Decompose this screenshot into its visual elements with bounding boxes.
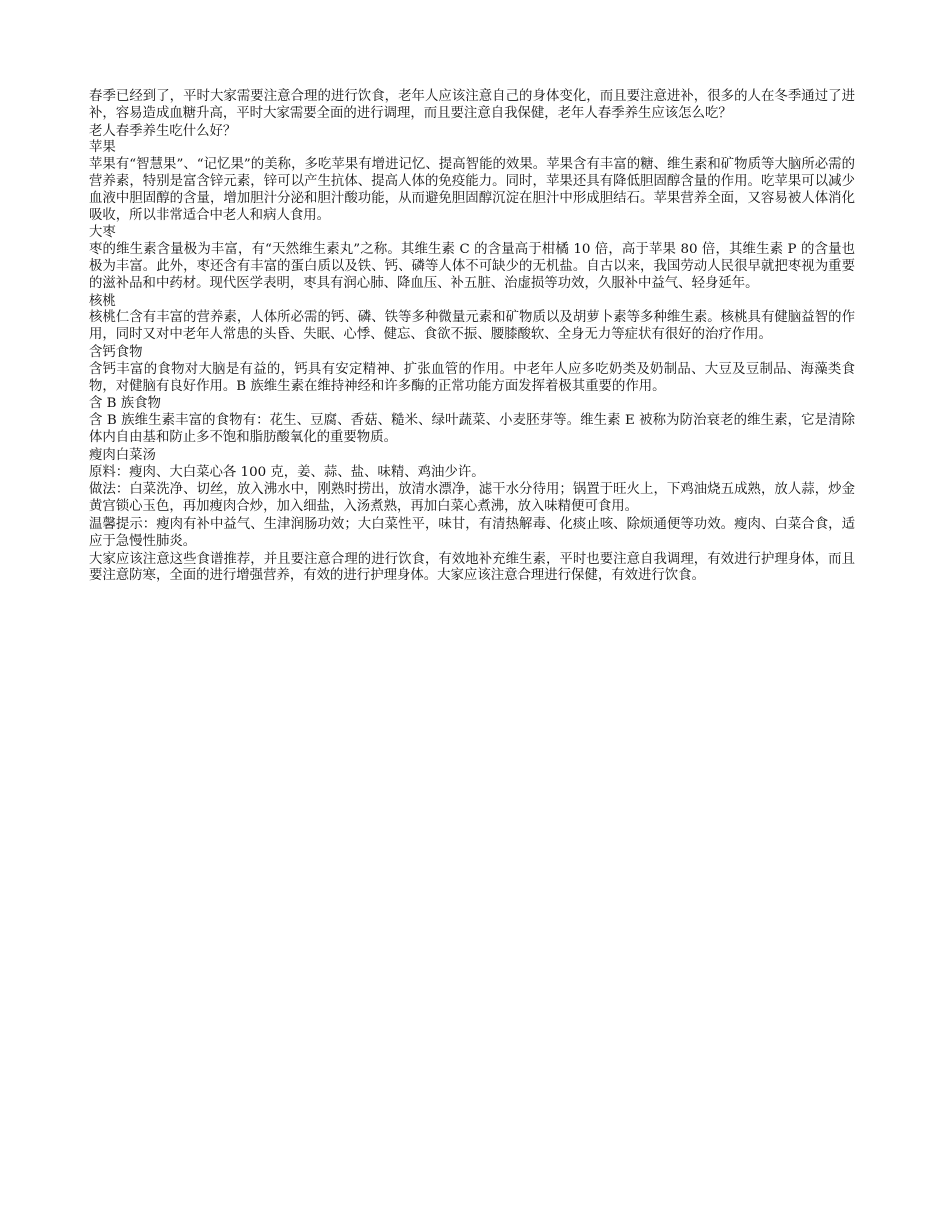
soup-tip: 温馨提示：瘦肉有补中益气、生津润肠功效；大白菜性平，味甘，有清热解毒、化痰止咳、除烦通便等功效。瘦肉、白菜合食，适应于急慢性肺炎。	[89, 516, 855, 549]
section-heading-walnut: 核桃	[89, 293, 116, 309]
document-page	[89, 89, 855, 586]
section-heading-calcium: 含钙食物	[89, 344, 143, 360]
section-heading-soup: 瘦肉白菜汤	[89, 447, 156, 463]
question-heading: 老人春季养生吃什么好？	[89, 123, 237, 139]
soup-method: 做法：白菜洗净、切丝，放入沸水中，刚熟时捞出，放清水漂净，滤干水分待用；锅置于旺火上，下鸡油烧五成熟，放人蒜，炒金黄宫锁心玉色，再加瘦肉合炒，加入细盐，入汤煮熟，再加白菜心煮沸，放入味精便可食用。	[89, 482, 855, 515]
section-body-calcium: 含钙丰富的食物对大脑是有益的，钙具有安定精神、扩张血管的作用。中老年人应多吃奶类及奶制品、大豆及豆制品、海藻类食物，对健脑有良好作用。B 族维生素在维持神经和许多酶的正常功能方面发挥着极其重要的作用。	[89, 361, 855, 394]
section-heading-apple: 苹果	[89, 140, 116, 156]
section-body-walnut: 核桃仁含有丰富的营养素，人体所必需的钙、磷、铁等多种微量元素和矿物质以及胡萝卜素等多种维生素。核桃具有健脑益智的作用，同时又对中老年人常患的头昏、失眠、心悸、健忘、食欲不振、腰膝酸软、全身无力等症状有很好的治疗作用。	[89, 310, 855, 343]
section-heading-vitamin-b: 含 B 族食物	[89, 396, 161, 412]
conclusion-paragraph: 大家应该注意这些食谱推荐，并且要注意合理的进行饮食，有效地补充维生素，平时也要注意自我调理，有效进行护理身体，而且要注意防寒，全面的进行增强营养，有效的进行护理身体。大家应该注意合理进行保健，有效进行饮食。	[89, 551, 855, 584]
section-body-vitamin-b: 含 B 族维生素丰富的食物有：花生、豆腐、香菇、糙米、绿叶蔬菜、小麦胚芽等。维生素 E 被称为防治衰老的维生素，它是清除体内自由基和防止多不饱和脂肪酸氧化的重要物质。	[89, 413, 855, 445]
intro-paragraph: 春季已经到了，平时大家需要注意合理的进行饮食，老年人应该注意自己的身体变化，而且要注意进补，很多的人在冬季通过了进补，容易造成血糖升高，平时大家需要全面的进行调理，而且要注意自我保健，老年人春季养生应该怎么吃？	[89, 89, 855, 121]
section-body-apple: 苹果有“智慧果”、“记忆果”的美称，多吃苹果有增进记忆、提高智能的效果。苹果含有丰富的糖、维生素和矿物质等大脑所必需的营养素，特别是富含锌元素，锌可以产生抗体、提高人体的免疫能力。同时，苹果还具有降低胆固醇含量的作用。吃苹果可以减少血液中胆固醇的含量，增加胆汁分泌和胆汁酸功能，从而避免胆固醇沉淀在胆汁中形成胆结石。苹果营养全面，又容易被人体消化吸收，所以非常适合中老人和病人食用。	[89, 157, 855, 223]
soup-ingredients: 原料：瘦肉、大白菜心各 100 克，姜、蒜、盐、味精、鸡油少许。	[89, 464, 485, 480]
section-heading-jujube: 大枣	[89, 225, 116, 241]
section-body-jujube: 枣的维生素含量极为丰富，有“天然维生素丸”之称。其维生素 C 的含量高于柑橘 10 倍，高于苹果 80 倍，其维生素 P 的含量也极为丰富。此外，枣还含有丰富的蛋白质以及铁、钙、磷等人体不可缺少的无机盐。自古以来，我国劳动人民很早就把枣视为重要的滋补品和中药材。现代医学表明，枣具有润心肺、降血压、补五脏、治虚损等功效，久服补中益气、轻身延年。	[89, 242, 855, 291]
